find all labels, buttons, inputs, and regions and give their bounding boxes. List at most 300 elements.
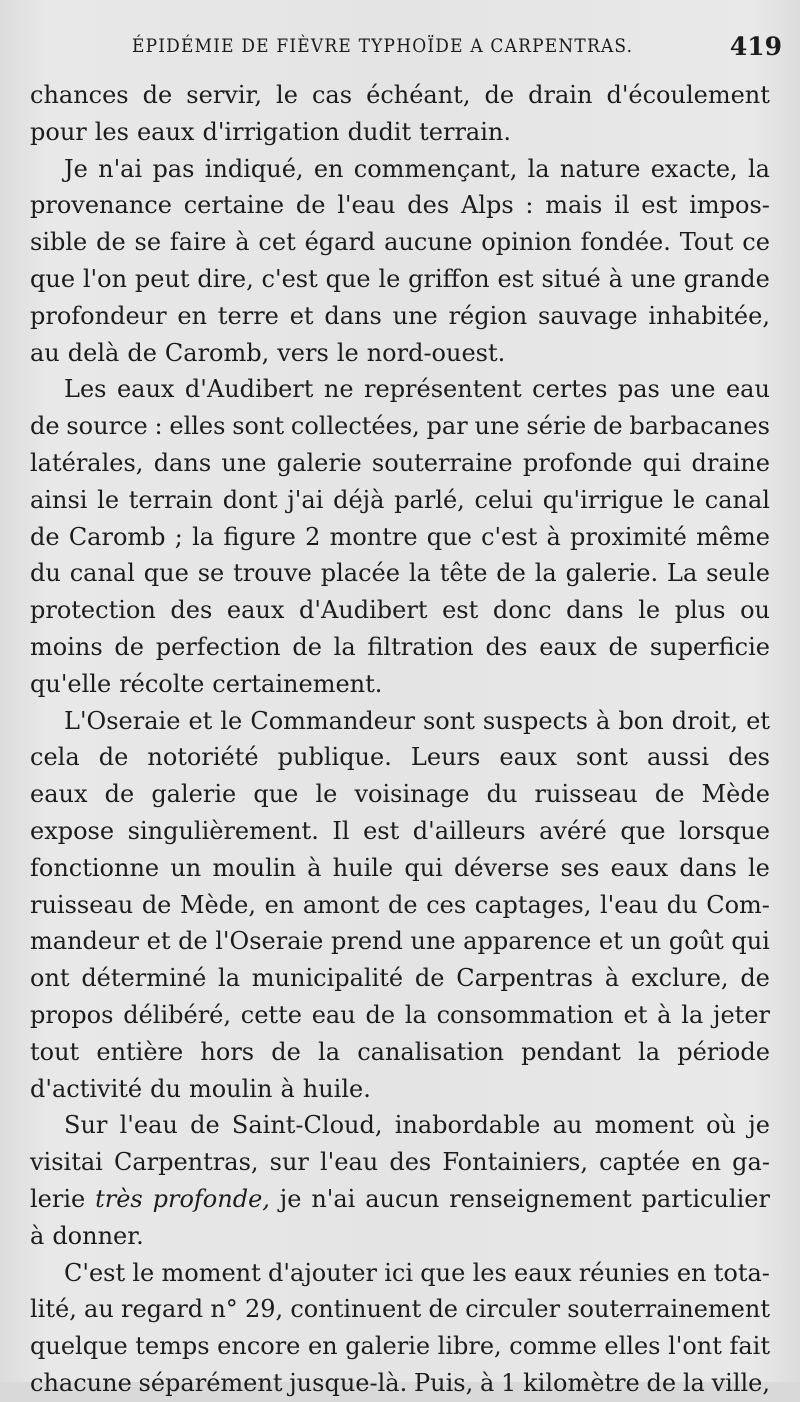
word: la (747, 154, 770, 183)
word: tout (30, 1037, 80, 1066)
word: du (486, 780, 518, 809)
word: donner. (52, 1221, 144, 1250)
word: apparence (463, 927, 592, 956)
word: particulier (641, 1184, 770, 1213)
word: grande (683, 264, 770, 293)
word: n'ai (98, 154, 143, 183)
word: très (95, 1184, 143, 1213)
word: collectées, (290, 412, 420, 441)
word: renseignement (449, 1184, 632, 1213)
text-line (30, 1181, 770, 1218)
word: en (676, 1258, 707, 1287)
word: inabordable (394, 1111, 541, 1140)
word: ruisseau (534, 780, 638, 809)
word: drain (528, 81, 593, 109)
word: ne (323, 375, 354, 404)
word: ville, (711, 1368, 770, 1397)
word: région (448, 301, 528, 330)
word: sont (232, 412, 285, 441)
word: hors (200, 1037, 255, 1066)
word: de (271, 1037, 301, 1066)
word: Sur (64, 1111, 108, 1140)
word: servir, (186, 81, 262, 109)
word: de (608, 632, 639, 661)
word: en (313, 154, 344, 183)
word: terrain. (419, 117, 512, 146)
text-line (30, 923, 770, 960)
word: eaux (539, 632, 597, 661)
text-line (30, 1255, 770, 1292)
word: figure (223, 522, 296, 551)
word: faire (169, 228, 227, 257)
text-line (30, 224, 770, 261)
word: à (604, 964, 620, 993)
text-line (30, 335, 770, 372)
word: nord-ouest. (366, 338, 506, 367)
word: et (746, 706, 770, 735)
word: protection (30, 596, 156, 625)
word: sur (269, 1148, 309, 1177)
word: galerie (345, 1332, 431, 1361)
word: que (253, 780, 299, 809)
word: Je (64, 154, 88, 183)
word: cet (258, 228, 296, 257)
word: qui (642, 448, 682, 477)
text-line (30, 629, 770, 666)
word: montre (329, 522, 418, 551)
word: de (496, 559, 526, 588)
word: 1 (501, 1368, 517, 1397)
word: les (472, 1258, 507, 1287)
word: tête (439, 559, 488, 588)
word: cette (240, 1000, 302, 1029)
word: de (142, 81, 173, 109)
word: déjà (333, 485, 385, 514)
word: seule (706, 559, 770, 588)
word: une (630, 264, 676, 293)
word: que (620, 816, 666, 845)
word: que (325, 264, 371, 293)
word: Saint-Cloud, (231, 1111, 383, 1140)
text-line (30, 887, 770, 924)
word: temps (135, 1332, 210, 1361)
word: Mède, (179, 890, 256, 919)
word: d'irrigation (202, 117, 340, 146)
word: la (192, 522, 215, 551)
word: Caromb, (164, 338, 270, 367)
word: elles (169, 412, 226, 441)
text-line (30, 997, 770, 1034)
word: huile. (302, 1074, 371, 1103)
word: moment (161, 1258, 261, 1287)
word: je (279, 1184, 302, 1213)
word: proximité (570, 522, 687, 551)
word: fait (729, 1332, 770, 1361)
word: et (623, 1000, 648, 1029)
word: qu'elle (30, 669, 112, 698)
text-line (30, 408, 770, 445)
word: droit, (671, 706, 738, 735)
word: est (641, 191, 678, 220)
word: ces (426, 890, 467, 919)
word: publique. (277, 743, 392, 772)
word: et (188, 706, 213, 735)
word: de (114, 632, 144, 661)
word: des (485, 632, 528, 661)
word: que (426, 522, 472, 551)
word: en (691, 1148, 722, 1177)
word: exclure, (630, 964, 729, 993)
word: le (747, 853, 770, 882)
word: dont (222, 485, 278, 514)
word: cela (30, 743, 80, 772)
word: nature (559, 154, 641, 183)
word: de (414, 964, 445, 993)
word: canalisation (357, 1037, 504, 1066)
word: de (646, 1368, 677, 1397)
word: du (666, 890, 698, 919)
word: regard (120, 1295, 204, 1324)
word: Carpentras (456, 964, 594, 993)
word: ici (384, 1258, 414, 1287)
word: est (497, 264, 534, 293)
word: Fontainiers, (442, 1148, 588, 1177)
word: d'ajouter (268, 1258, 377, 1287)
word: en (307, 1332, 338, 1361)
text-line (30, 666, 770, 703)
word: Com- (706, 890, 770, 919)
word: mais (545, 191, 603, 220)
word: cas (311, 81, 353, 109)
word: Mède (701, 780, 770, 809)
word: des (389, 1148, 432, 1177)
word: visitai (30, 1148, 103, 1177)
word: où (706, 1111, 737, 1140)
word: l'Oseraie (215, 927, 324, 956)
word: eaux (610, 853, 669, 882)
word: latérales, (30, 448, 144, 477)
word: dans (679, 853, 737, 882)
word: aucun (365, 1184, 440, 1213)
word: filtration (367, 632, 474, 661)
word: l'eau (337, 191, 396, 220)
word: la (527, 154, 550, 183)
word: le (638, 596, 661, 625)
word: délibéré, (123, 1000, 231, 1029)
word: représentent (364, 375, 522, 404)
word: placée (320, 559, 400, 588)
word: du (30, 559, 61, 588)
word: le (132, 1258, 155, 1287)
word: échéant, (366, 81, 471, 109)
word: ainsi (30, 485, 88, 514)
text-line (30, 1071, 770, 1108)
word: Carpentras, (113, 1148, 259, 1177)
word: kilomètre (523, 1368, 640, 1397)
word: eaux (30, 780, 88, 809)
word: donc (492, 596, 552, 625)
word: certes (532, 375, 608, 404)
word: le (315, 780, 338, 809)
word: 2 (305, 522, 321, 551)
word: profondeur (30, 301, 167, 330)
word: de (141, 890, 172, 919)
word: eau (725, 375, 770, 404)
word: goût (668, 927, 724, 956)
word: des (170, 596, 213, 625)
word: lerie (30, 1184, 86, 1213)
body-text (30, 77, 770, 1402)
word: est (442, 596, 479, 625)
word: ; (174, 522, 183, 551)
word: par (426, 412, 468, 441)
word: ce (742, 228, 770, 257)
text-line (30, 151, 770, 188)
text-line (30, 114, 770, 151)
word: aussi (646, 743, 710, 772)
text-line (30, 1107, 770, 1144)
word: sont (422, 706, 475, 735)
word: à (596, 706, 611, 735)
word: singulièrement. (127, 816, 319, 845)
word: à (479, 1368, 495, 1397)
word: trouve (233, 559, 312, 588)
word: comme (509, 1332, 597, 1361)
word: en (264, 890, 295, 919)
text-line (30, 445, 770, 482)
word: de (98, 743, 129, 772)
word: eaux (136, 117, 195, 146)
word: Les (64, 375, 107, 404)
word: et (146, 927, 171, 956)
word: de (190, 1111, 220, 1140)
word: se (197, 559, 225, 588)
word: et (289, 301, 314, 330)
word: aucune (384, 228, 473, 257)
word: La (667, 559, 698, 588)
word: impos- (689, 191, 770, 220)
word: dans (153, 448, 212, 477)
word: L'Oseraie (64, 706, 181, 735)
text-line (30, 960, 770, 997)
text-line (30, 371, 770, 408)
word: captages, (474, 890, 592, 919)
text-line (30, 519, 770, 556)
text-line (30, 739, 770, 776)
word: et (598, 927, 623, 956)
text-line (30, 482, 770, 519)
word: souterrainement (567, 1295, 770, 1324)
word: n'ai (311, 1184, 356, 1213)
word: à (608, 264, 623, 293)
text-line (30, 1365, 770, 1402)
word: qui (731, 927, 770, 956)
word: fondée. (580, 228, 671, 257)
word: les (94, 117, 129, 146)
word: celui (474, 485, 533, 514)
word: l'on (82, 264, 128, 293)
word: certaine (183, 191, 285, 220)
word: ses (560, 853, 600, 882)
word: du (150, 1074, 181, 1103)
word: eaux (514, 1258, 572, 1287)
word: de (295, 191, 326, 220)
word: Il (332, 816, 350, 845)
word: indiqué, (204, 154, 304, 183)
word: de (388, 890, 418, 919)
word: terre (217, 301, 279, 330)
word: à (280, 1074, 295, 1103)
word: Puis, (413, 1368, 474, 1397)
word: Caromb (68, 522, 166, 551)
word: ou (740, 596, 770, 625)
text-line (30, 1034, 770, 1071)
word: chances (30, 81, 129, 109)
word: parlé, (394, 485, 465, 514)
word: peut (134, 264, 190, 293)
word: eaux (116, 375, 175, 404)
word: l'eau (319, 1148, 379, 1177)
word: eau (311, 1000, 356, 1029)
word: ont (30, 964, 70, 993)
word: elles (604, 1332, 661, 1361)
word: dudit (347, 117, 412, 146)
word: la (638, 1037, 661, 1066)
text-line (30, 592, 770, 629)
word: pas (152, 154, 195, 183)
word: l'ont (668, 1332, 722, 1361)
word: ga- (732, 1148, 770, 1177)
word: sible (30, 228, 88, 257)
text-line (30, 555, 770, 592)
word: moulin (212, 853, 296, 882)
word: d'ailleurs (412, 816, 526, 845)
word: entière (96, 1037, 184, 1066)
word: sont (575, 743, 628, 772)
word: profonde (522, 448, 633, 477)
word: que (420, 1258, 466, 1287)
word: dans (324, 301, 382, 330)
text-line (30, 1328, 770, 1365)
word: vers (277, 338, 329, 367)
word: se (134, 228, 162, 257)
word: séparément (138, 1368, 283, 1397)
word: de (484, 81, 515, 109)
word: pour (30, 117, 87, 146)
word: à (235, 228, 250, 257)
word: notoriété (147, 743, 259, 772)
word: de (365, 1000, 396, 1029)
text-line (30, 703, 770, 740)
word: j'ai (287, 485, 324, 514)
word: une (474, 412, 520, 441)
word: griffon (408, 264, 490, 293)
word: amont (302, 890, 380, 919)
word: jusque-là. (289, 1368, 408, 1397)
word: n° (210, 1295, 238, 1324)
text-line (30, 1291, 770, 1328)
text-line (30, 298, 770, 335)
word: Commandeur (250, 706, 415, 735)
word: sauvage (538, 301, 638, 330)
word: moulin (188, 1074, 273, 1103)
word: la (681, 1000, 704, 1029)
word: propos (30, 1000, 114, 1029)
text-line (30, 187, 770, 224)
word: perfection (155, 632, 281, 661)
word: le (220, 706, 243, 735)
word: c'est (481, 522, 538, 551)
word: canal (69, 559, 135, 588)
word: fonctionne (30, 853, 160, 882)
word: que (30, 264, 76, 293)
word: lorsque (678, 816, 770, 845)
word: 29, (245, 1295, 284, 1324)
word: : (154, 412, 163, 441)
word: l'eau (119, 1111, 178, 1140)
word: quelque (30, 1332, 128, 1361)
word: d'écoulement (606, 81, 770, 109)
word: la (534, 559, 557, 588)
word: de (593, 412, 623, 441)
text-line (30, 813, 770, 850)
word: une (392, 301, 438, 330)
word: un (630, 927, 662, 956)
word: le (673, 485, 696, 514)
word: prend (330, 927, 403, 956)
word: eaux (499, 743, 557, 772)
word: captée (599, 1148, 681, 1177)
word: la (682, 1368, 705, 1397)
text-line (30, 850, 770, 887)
word: de (740, 964, 770, 993)
word: récolte (119, 669, 205, 698)
word: d'Audibert (184, 375, 314, 404)
text-line (30, 77, 770, 114)
word: lité, (30, 1295, 77, 1324)
word: de (654, 780, 685, 809)
word: au (30, 338, 60, 367)
word: mandeur (30, 927, 140, 956)
word: plus (674, 596, 726, 625)
text-line (30, 776, 770, 813)
word: avéré (539, 816, 607, 845)
word: terrain (128, 485, 213, 514)
word: une (221, 448, 267, 477)
word: canal (704, 485, 770, 514)
word: galerie. (565, 559, 659, 588)
word: au (84, 1295, 114, 1324)
word: de (30, 412, 60, 441)
word: réunies (578, 1258, 670, 1287)
page-number: 419 (729, 32, 782, 61)
word: C'est (64, 1258, 126, 1287)
word: Leurs (410, 743, 481, 772)
word: de (127, 338, 157, 367)
word: déverse (454, 853, 550, 882)
word: ruisseau (30, 890, 134, 919)
word: exacte, (650, 154, 738, 183)
word: de (104, 780, 135, 809)
word: des (407, 191, 450, 220)
word: égard (304, 228, 376, 257)
word: voisinage (354, 780, 470, 809)
word: dire, (197, 264, 254, 293)
word: la (404, 1000, 427, 1029)
word: qui (404, 853, 443, 882)
word: galerie (276, 448, 362, 477)
running-title: ÉPIDÉMIE DE FIÈVRE TYPHOÏDE A CARPENTRAS. (132, 36, 634, 58)
